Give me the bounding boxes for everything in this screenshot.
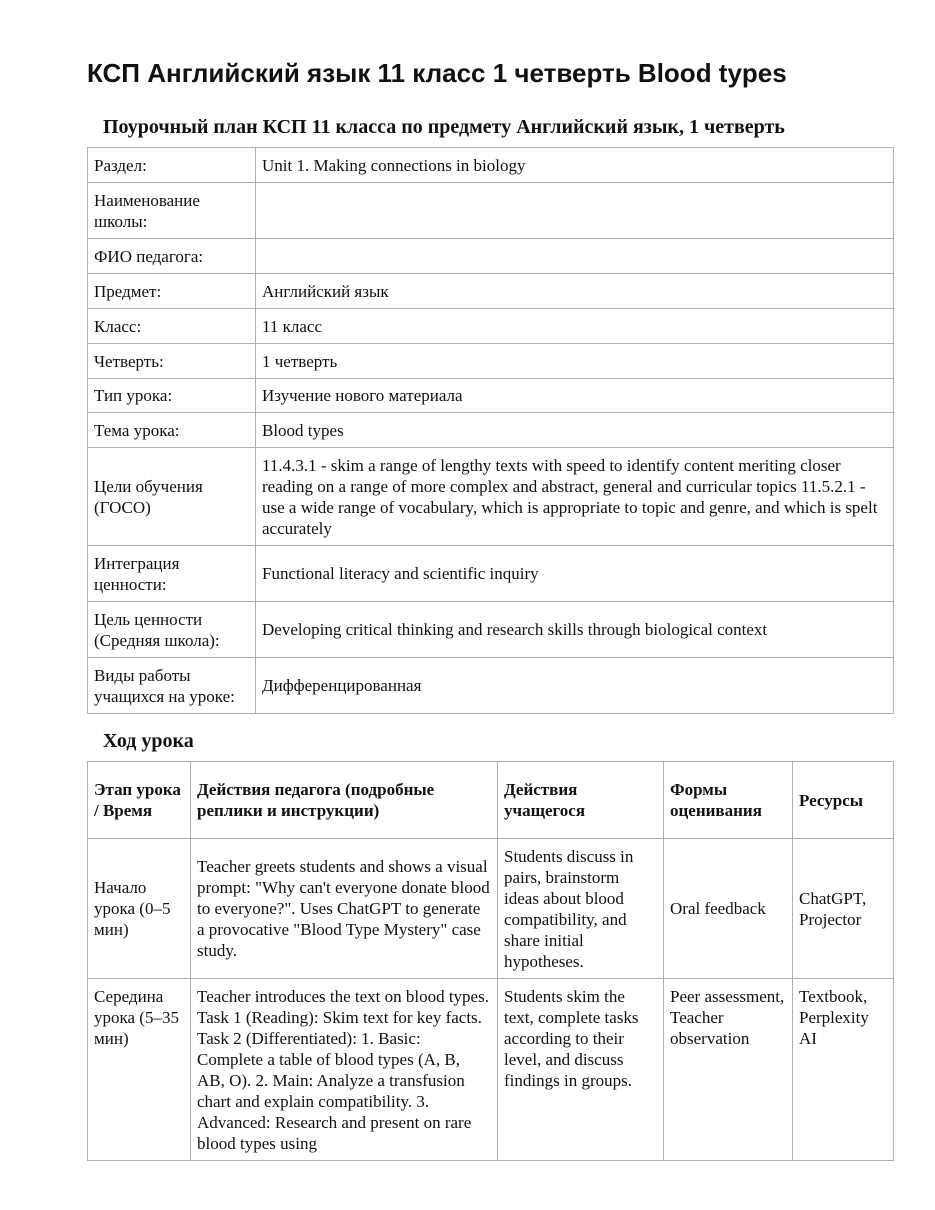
info-label: Предмет:	[88, 274, 256, 309]
info-value: Дифференцированная	[256, 658, 894, 714]
info-label: Виды работы учащихся на уроке:	[88, 658, 256, 714]
info-row-topic	[88, 413, 894, 448]
info-row-value-integration	[88, 546, 894, 602]
lesson-row-middle	[88, 979, 894, 1161]
info-row-value-goal	[88, 602, 894, 658]
document-title: КСП Английский язык 11 класс 1 четверть Blood types	[87, 58, 787, 88]
info-row-grade	[88, 309, 894, 344]
lesson-row-beginning	[88, 839, 894, 979]
column-header-assessment: Формы оценивания	[664, 762, 793, 839]
info-label: Цель ценности (Средняя школа):	[88, 602, 256, 658]
plan-heading: Поурочный план КСП 11 класса по предмету Английский язык, 1 четверть	[103, 116, 785, 138]
info-value: 11.4.3.1 - skim a range of lengthy texts with speed to identify content meriting closer reading on a range of more complex and abstract, general and curricular topics 11.5.2.1 - use a wide range of vocabulary, which is appropriate to topic and genre, and which is spelt accurately	[256, 448, 894, 546]
info-value: 11 класс	[256, 309, 894, 344]
info-value: 1 четверть	[256, 344, 894, 379]
column-header-student-actions: Действия учащегося	[498, 762, 664, 839]
info-value: Английский язык	[256, 274, 894, 309]
info-value: Blood types	[256, 413, 894, 448]
lesson-progress-table	[87, 761, 894, 1161]
lesson-stage-cell: Середина урока (5–35 мин)	[88, 979, 191, 1161]
info-row-work-types	[88, 658, 894, 714]
info-row-school	[88, 183, 894, 239]
info-label: Четверть:	[88, 344, 256, 379]
info-row-quarter	[88, 344, 894, 379]
info-row-lesson-type	[88, 379, 894, 413]
assessment-cell: Peer assessment, Teacher observation	[664, 979, 793, 1161]
info-label: ФИО педагога:	[88, 239, 256, 274]
info-value: Developing critical thinking and research skills through biological context	[256, 602, 894, 658]
info-value: Unit 1. Making connections in biology	[256, 148, 894, 183]
assessment-cell: Oral feedback	[664, 839, 793, 979]
resources-cell: ChatGPT, Projector	[793, 839, 894, 979]
info-label: Класс:	[88, 309, 256, 344]
column-header-stage: Этап урока / Время	[88, 762, 191, 839]
student-actions-cell: Students discuss in pairs, brainstorm ideas about blood compatibility, and share initial hypotheses.	[498, 839, 664, 979]
info-row-section	[88, 148, 894, 183]
info-value: Functional literacy and scientific inquiry	[256, 546, 894, 602]
lesson-header-row	[88, 762, 894, 839]
info-row-objectives	[88, 448, 894, 546]
resources-cell: Textbook, Perplexity AI	[793, 979, 894, 1161]
info-value	[256, 239, 894, 274]
info-value: Изучение нового материала	[256, 379, 894, 413]
teacher-actions-cell: Teacher greets students and shows a visual prompt: "Why can't everyone donate blood to everyone?". Uses ChatGPT to generate a provocative "Blood Type Mystery" case study.	[191, 839, 498, 979]
info-label: Раздел:	[88, 148, 256, 183]
info-label: Тип урока:	[88, 379, 256, 413]
info-label: Интеграция ценности:	[88, 546, 256, 602]
info-value	[256, 183, 894, 239]
column-header-teacher-actions: Действия педагога (подробные реплики и инструкции)	[191, 762, 498, 839]
info-label: Цели обучения (ГОСО)	[88, 448, 256, 546]
student-actions-cell: Students skim the text, complete tasks according to their level, and discuss findings in groups.	[498, 979, 664, 1161]
info-label: Тема урока:	[88, 413, 256, 448]
lesson-stage-cell: Начало урока (0–5 мин)	[88, 839, 191, 979]
info-row-subject	[88, 274, 894, 309]
info-row-teacher	[88, 239, 894, 274]
teacher-actions-cell: Teacher introduces the text on blood types. Task 1 (Reading): Skim text for key facts. Task 2 (Differentiated): 1. Basic: Complete a table of blood types (A, B, AB, O). 2. Main: Analyze a transfusion chart and explain compatibility. 3. Advanced: Research and present on rare blood types using	[191, 979, 498, 1161]
column-header-resources: Ресурсы	[793, 762, 894, 839]
lesson-info-table	[87, 147, 894, 714]
lesson-progress-heading: Ход урока	[103, 730, 194, 752]
info-label: Наименование школы:	[88, 183, 256, 239]
